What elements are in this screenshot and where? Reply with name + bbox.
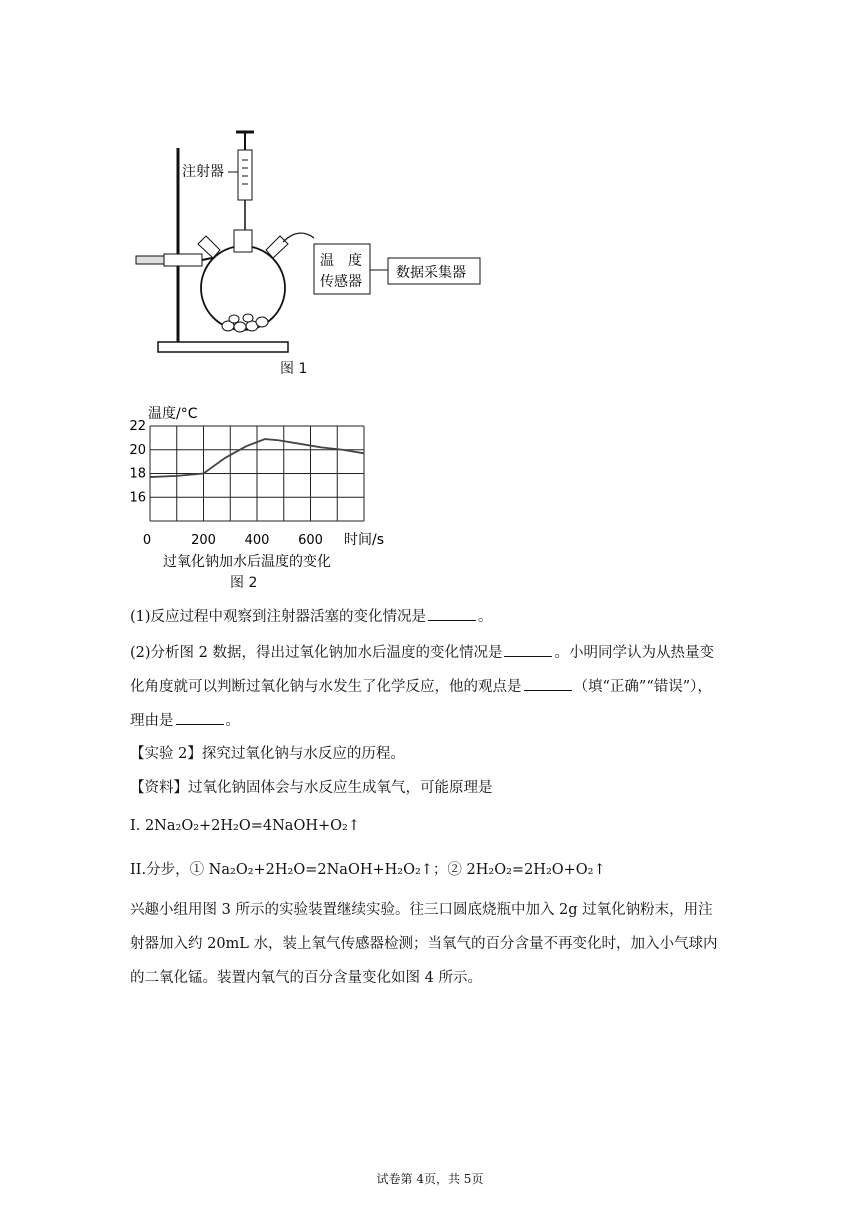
x-axis-label: 时间/s [344,532,385,548]
experiment-2-heading: 【实验 2】探究过氧化钠与水反应的历程。 [130,746,405,762]
sensor-label-line2: 传感器 [320,274,362,290]
chart-title: 过氧化钠加水后温度的变化 [163,554,331,568]
answer-blank-3[interactable] [524,676,572,691]
question-1: (1)反应过程中观察到注射器活塞的变化情况是 。 [130,606,493,627]
x-tick-label: 600 [298,533,323,548]
y-tick-label: 20 [129,442,146,458]
apparatus-diagram [128,120,498,360]
answer-blank-1[interactable] [428,606,476,621]
x-tick-label: 400 [244,533,270,548]
figure2-caption: 图 2 [230,575,258,591]
question-2-line2: 化角度就可以判断过氧化钠与水发生了化学反应，他的观点是 （填“正确”“错误”）， [130,676,712,697]
paragraph-line: 兴趣小组用图 3 所示的实验装置继续实验。往三口圆底烧瓶中加入 2g 过氧化钠粉末，用注 [130,902,713,918]
sensor-label-line1: 温 度 [320,253,362,269]
figure1-caption: 图 1 [280,361,308,377]
y-tick-label: 18 [129,466,146,482]
x-tick-label: 200 [191,533,216,548]
paragraph-line: 射器加入约 20mL 水，装上氧气传感器检测；当氧气的百分含量不再变化时，加入小气球内 [130,936,718,952]
syringe [236,132,254,230]
y-tick-label: 16 [129,490,146,506]
paragraph-line: 的二氧化锰。装置内氧气的百分含量变化如图 4 所示。 [130,970,482,986]
material-heading: 【资料】过氧化钠固体会与水反应生成氧气，可能原理是 [130,780,493,796]
stand-base [158,342,288,352]
answer-blank-2[interactable] [504,642,552,657]
question-2-line3: 理由是 。 [130,710,240,731]
page-footer: 试卷第 4页，共 5页 [376,1172,484,1186]
reaction-2: II.分步，① Na₂O₂+2H₂O=2NaOH+H₂O₂↑；② 2H₂O₂=2H₂O+O₂↑ [130,862,606,878]
center-neck [234,230,252,252]
collector-label: 数据采集器 [396,265,466,281]
x-tick-label: 0 [142,533,152,548]
y-tick-label: 22 [129,419,146,434]
y-axis-label: 温度/°C [148,406,198,422]
syringe-label: 注射器 [182,164,224,180]
question-2-line1: (2)分析图 2 数据，得出过氧化钠加水后温度的变化情况是 。小明同学认为从热量变 [130,642,714,663]
clamp [136,254,212,266]
answer-blank-4[interactable] [176,710,224,725]
temperature-chart [120,398,420,568]
reaction-1: I. 2Na₂O₂+2H₂O=4NaOH+O₂↑ [130,818,360,834]
